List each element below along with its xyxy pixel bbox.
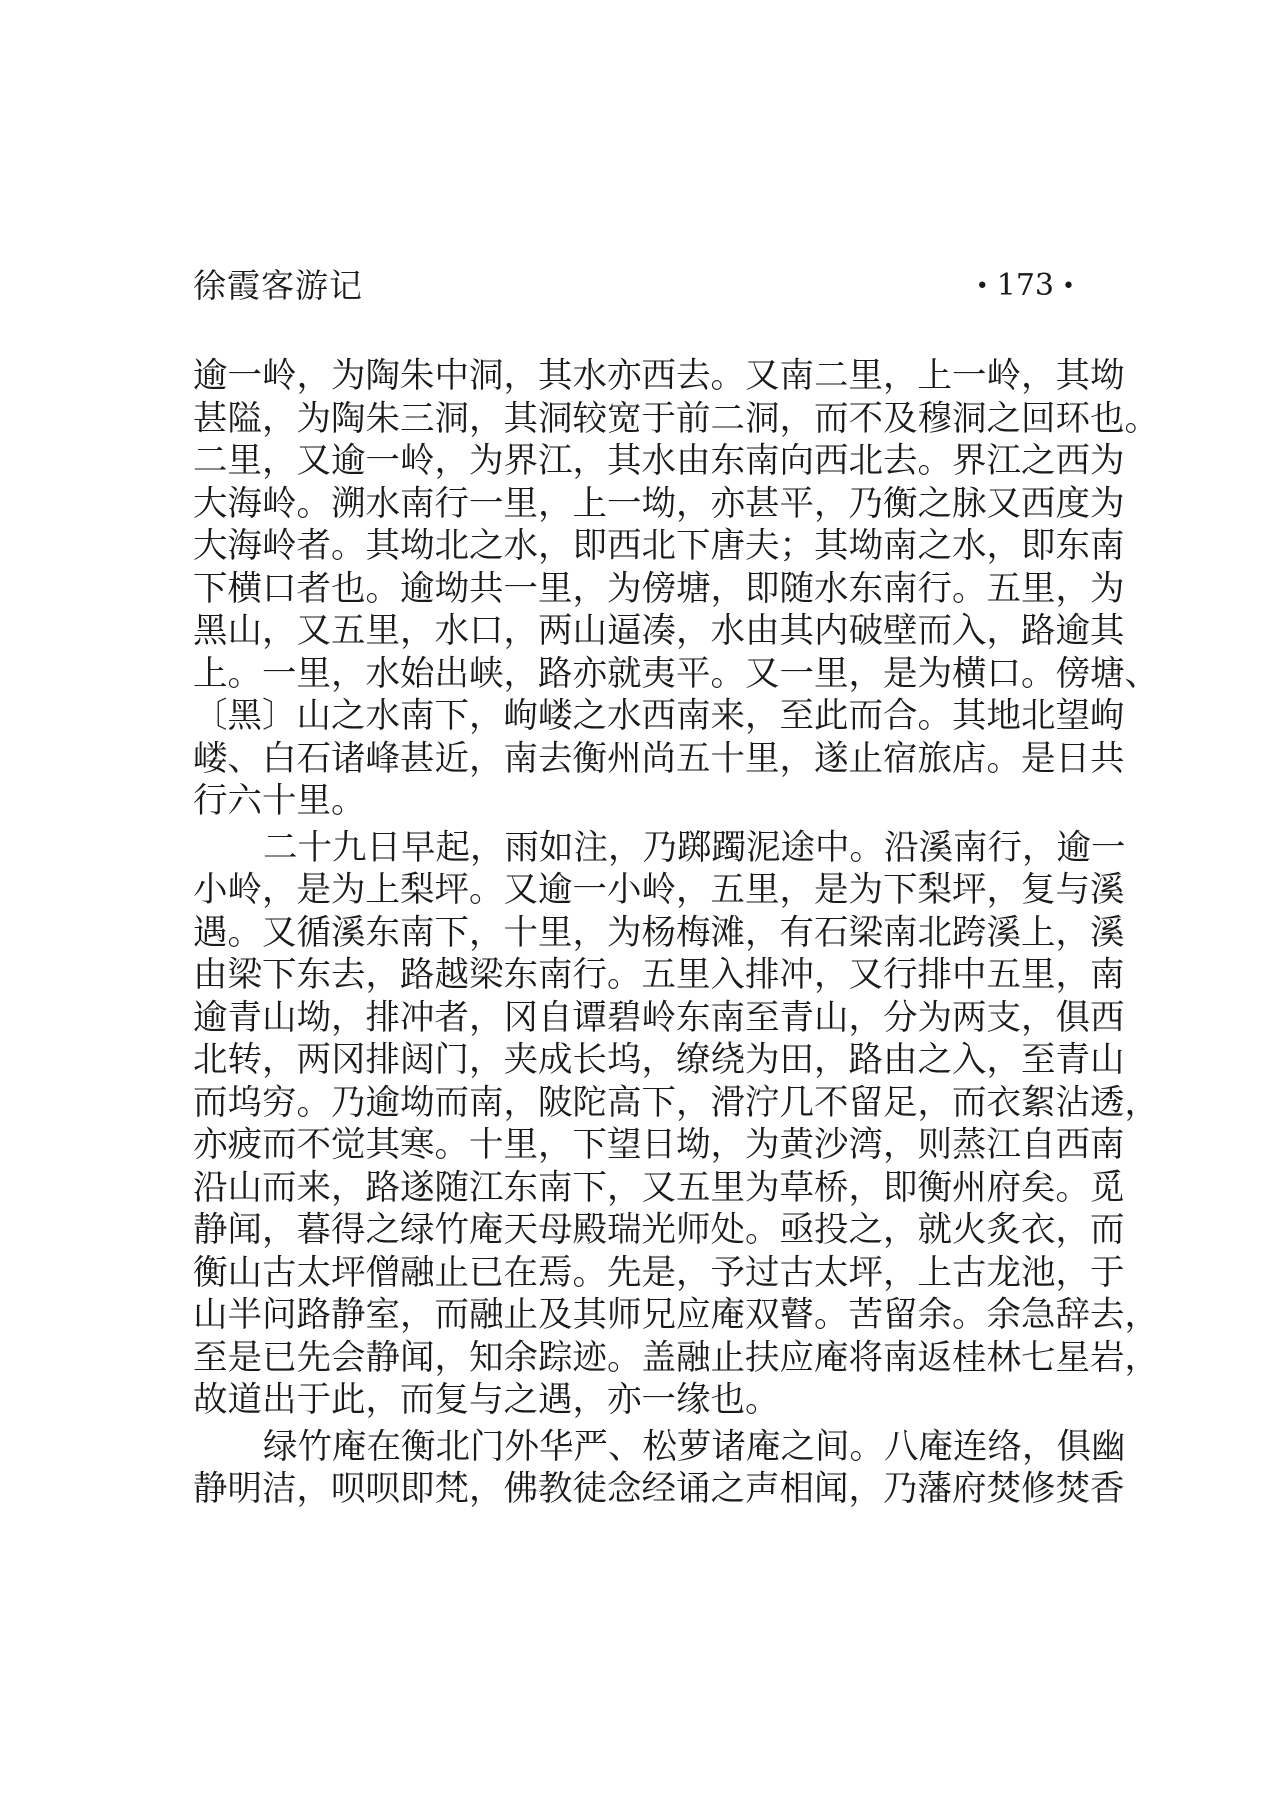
text-line: 上。一里，水始出峡，路亦就夷平。又一里，是为横口。傍塘、 (193, 653, 1159, 694)
book-title: 徐霞客游记 (193, 266, 363, 305)
text-line: 亦疲而不觉其寒。十里，下望日坳，为黄沙湾，则蒸江自西南 (193, 1125, 1125, 1165)
text-line: 逾一岭，为陶朱中洞，其水亦西去。又南二里，上一岭，其坳 (193, 356, 1125, 396)
text-line: 黑山，又五里，水口，两山逼凑，水由其内破壁而入，路逾其 (193, 611, 1125, 651)
text-line: 逾青山坳，排冲者，冈自谭碧岭东南至青山，分为两支，俱西 (193, 997, 1125, 1038)
text-line: 故道出于此，而复与之遇，亦一缘也。 (193, 1380, 780, 1420)
text-line: 沿山而来，路遂随江东南下，又五里为草桥，即衡州府矣。觅 (193, 1167, 1125, 1208)
page-number (968, 262, 1083, 311)
text-line: 〔黑〕山之水南下，岣嵝之水西南来，至此而合。其地北望岣 (193, 696, 1125, 736)
page-number-value: 173 (996, 268, 1055, 303)
text-line: 衡山古太坪僧融止已在焉。先是，予过古太坪，上古龙池，于 (193, 1252, 1125, 1293)
text-line: 二十九日早起，雨如注，乃踯躅泥途中。沿溪南行，逾一 (263, 827, 1126, 868)
page-header (193, 262, 1083, 312)
bullet-icon: • (975, 274, 989, 299)
bullet-icon: • (1062, 274, 1075, 299)
text-line: 小岭，是为上梨坪。又逾一小岭，五里，是为下梨坪，复与溪 (193, 870, 1125, 910)
text-line: 由梁下东去，路越梁东南行。五里入排冲，又行排中五里，南 (193, 955, 1125, 995)
text-line: 北转，两冈排闼门，夹成长坞，缭绕为田，路由之入，至青山 (193, 1040, 1125, 1080)
text-line: 行六十里。 (193, 781, 366, 821)
text-line: 甚隘，为陶朱三洞，其洞较宽于前二洞，而不及穆洞之回环也。 (193, 398, 1159, 439)
body-text (193, 355, 1159, 1511)
text-line: 至是已先会静闻，知余踪迹。盖融止扶应庵将南返桂林七星岩， (193, 1337, 1159, 1378)
text-line: 大海岭。溯水南行一里，上一坳，亦甚平，乃衡之脉又西度为 (193, 483, 1125, 524)
text-line: 二里，又逾一岭，为界江，其水由东南向西北去。界江之西为 (193, 441, 1125, 481)
text-line: 下横口者也。逾坳共一里，为傍塘，即随水东南行。五里，为 (193, 568, 1125, 609)
text-line: 静闻，暮得之绿竹庵天母殿瑞光师处。亟投之，就火炙衣，而 (193, 1210, 1125, 1250)
text-line: 山半问路静室，而融止及其师兄应庵双瞽。苦留余。余急辞去， (193, 1295, 1159, 1335)
text-line: 静明洁，呗呗即梵，佛教徒念经诵之声相闻，乃藩府焚修焚香 (193, 1469, 1125, 1509)
text-line: 嵝、白石诸峰甚近，南去衡州尚五十里，遂止宿旅店。是日共 (193, 738, 1125, 779)
text-line: 绿竹庵在衡北门外华严、松萝诸庵之间。八庵连络，俱幽 (263, 1426, 1126, 1467)
text-line: 大海岭者。其坳北之水，即西北下唐夫；其坳南之水，即东南 (193, 526, 1125, 566)
text-line: 而坞穷。乃逾坳而南，陂陀高下，滑泞几不留足，而衣絮沾透， (193, 1082, 1159, 1123)
text-line: 遇。又循溪东南下，十里，为杨梅滩，有石梁南北跨溪上，溪 (193, 912, 1125, 953)
